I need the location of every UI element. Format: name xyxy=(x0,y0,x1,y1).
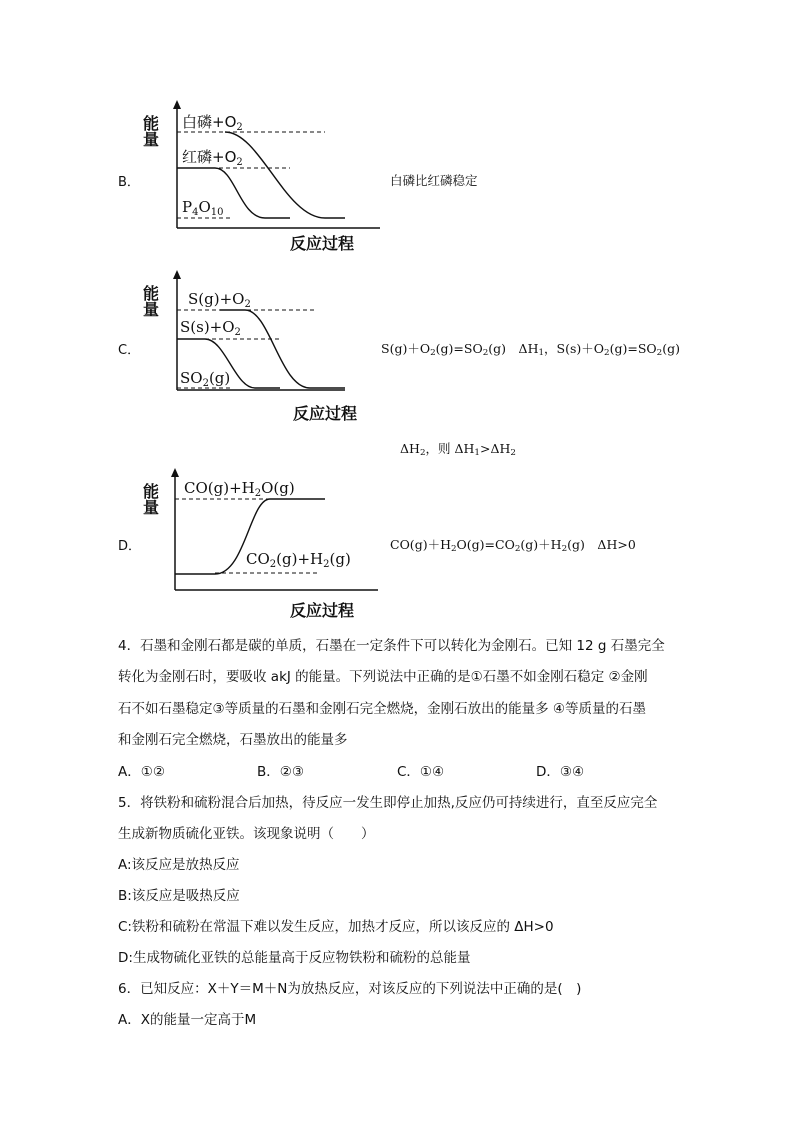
y-axis-label-d: 能量 xyxy=(140,483,160,515)
level-mid-b: 红磷$+O_2$ xyxy=(182,148,243,168)
level-bottom-c: $SO_2(g)$ xyxy=(180,369,231,389)
q4-line-1: 4．石墨和金刚石都是碳的单质，石墨在一定条件下可以转化为金刚石。已知 12 g 石墨完全 xyxy=(118,638,665,654)
q5-choice-a: A:该反应是放热反应 xyxy=(118,857,240,873)
q5-line-2: 生成新物质硫化亚铁。该现象说明（ ） xyxy=(118,826,375,842)
y-axis-arrow-c xyxy=(173,270,181,279)
q5-line-1: 5．将铁粉和硫粉混合后加热，待反应一发生即停止加热,反应仍可持续进行，直至反应完全 xyxy=(118,795,658,811)
q5-choice-d: D:生成物硫化亚铁的总能量高于反应物铁粉和硫粉的总能量 xyxy=(118,950,471,966)
statement-c-line1: $S(g)+O_2(g)=SO_2(g)$ $\Delta H_1$，$S(s)+O_2(g)=SO_2(g)$ xyxy=(381,341,680,358)
level-top-c: $S(g)+O_2$ xyxy=(188,290,251,310)
energy-diagram-d xyxy=(140,463,380,623)
y-axis-arrow-b xyxy=(173,100,181,109)
q4-choice-b: B．②③ xyxy=(257,764,304,780)
y-axis-arrow-d xyxy=(171,468,179,477)
y-axis-label-b: 能量 xyxy=(140,115,160,147)
q4-choice-a: A．①② xyxy=(118,764,165,780)
x-axis-label-b: 反应过程 xyxy=(290,234,355,253)
level-top-b: 白磷$+O_2$ xyxy=(182,113,243,133)
q5-choice-b: B:该反应是吸热反应 xyxy=(118,888,240,904)
q4-line-4: 和金刚石完全燃烧，石墨放出的能量多 xyxy=(118,732,348,748)
energy-diagram-c xyxy=(140,265,380,425)
curve-top-b xyxy=(225,132,345,218)
level-bottom-d: $CO_2(g)+H_2(g)$ xyxy=(246,550,351,570)
q4-choice-c: C．①④ xyxy=(397,764,445,780)
q4-line-2: 转化为金刚石时，要吸收 akJ 的能量。下列说法中正确的是①石墨不如金刚石稳定 ②金刚 xyxy=(118,669,648,685)
x-axis-label-c: 反应过程 xyxy=(293,404,358,423)
option-c-label: C． xyxy=(118,343,141,358)
q6-line-1: 6．已知反应：X＋Y＝M＋N为放热反应，对该反应的下列说法中正确的是( ) xyxy=(118,981,582,997)
q6-choice-a: A．X的能量一定高于M xyxy=(118,1012,257,1028)
y-axis-label-c: 能量 xyxy=(140,285,160,317)
x-axis-label-d: 反应过程 xyxy=(290,601,355,620)
q4-choice-d: D．③④ xyxy=(536,764,585,780)
statement-b: 白磷比红磷稳定 xyxy=(390,173,478,188)
q5-choice-c: C:铁粉和硫粉在常温下难以发生反应，加热才反应，所以该反应的 ΔH>0 xyxy=(118,919,554,935)
option-b-label: B． xyxy=(118,175,140,190)
statement-c-line2: $\Delta H_2$，则 $\Delta H_1>\Delta H_2$ xyxy=(400,441,516,458)
statement-d: $CO(g)+H_2O(g)=CO_2(g)+H_2(g)$ ΔH>0 xyxy=(390,537,636,554)
option-d-label: D． xyxy=(118,539,142,554)
q4-line-3: 石不如石墨稳定③等质量的石墨和金刚石完全燃烧，金刚石放出的能量多 ④等质量的石墨 xyxy=(118,701,646,717)
level-mid-c: $S(s)+O_2$ xyxy=(180,318,241,338)
level-bottom-b: $P_4O_{10}$ xyxy=(182,198,224,218)
level-top-d: $CO(g)+H_2O(g)$ xyxy=(184,479,295,499)
energy-diagram-b xyxy=(140,95,380,255)
